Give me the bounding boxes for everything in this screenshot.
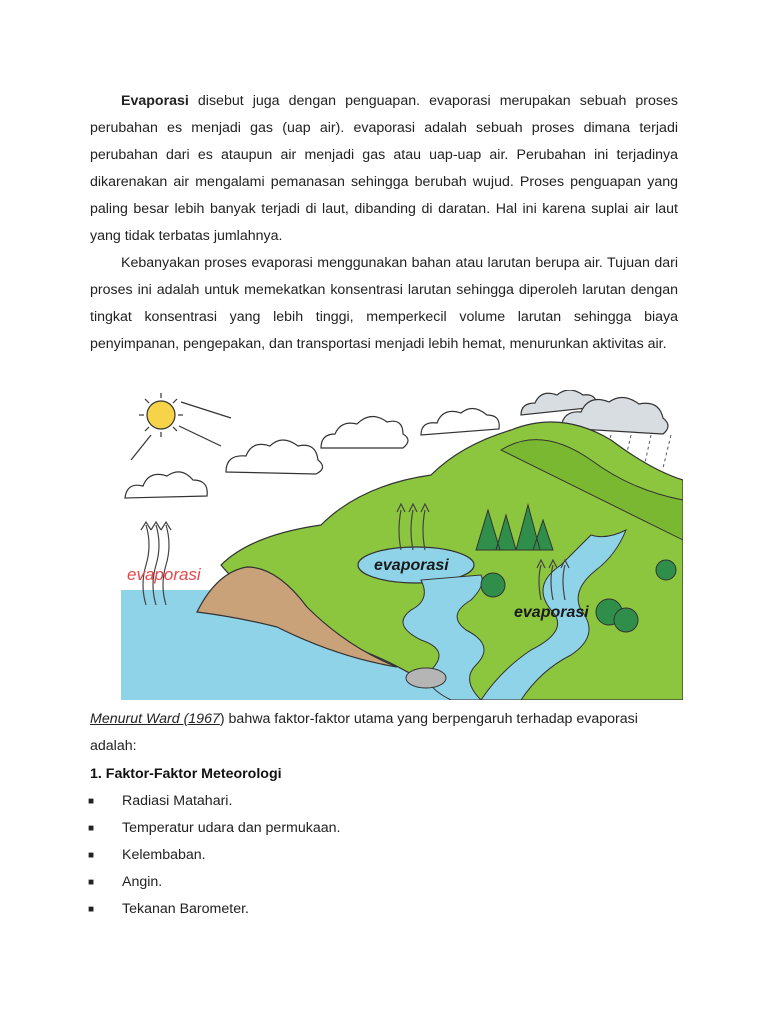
- paragraph-1-text: disebut juga dengan penguapan. evaporasi merupakan sebuah proses perubahan es menjadi gas (uap air). evaporasi adalah sebuah proses dimana terjadi perubahan dari es ataupun air menjadi gas atau uap-uap air. Perubahan ini terjadinya dikarenakan air mengalami pemanasan sehingga berubah wujud. Proses penguapan yang paling besar lebih banyak terjadi di laut, dibanding di daratan. Hal ini karena suplai air laut yang tidak terbatas jumlahnya.: [90, 93, 678, 244]
- label-evaporasi-land: evaporasi: [514, 604, 589, 621]
- label-evaporasi-lake: evaporasi: [374, 557, 449, 574]
- paragraph-evaporasi-definition: [90, 88, 678, 250]
- list-item: ■ Tekanan Barometer.: [88, 896, 340, 923]
- section-heading: 1. Faktor-Faktor Meteorologi: [90, 766, 282, 782]
- paragraph-evaporasi-purpose: Kebanyakan proses evaporasi menggunakan bahan atau larutan berupa air. Tujuan dari proses ini adalah untuk memekatkan konsentrasi larutan sehingga diperoleh larutan dengan tingkat konsentrasi yang lebih tinggi, memperkecil volume larutan sehingga biaya penyimpanan, pengepakan, dan transportasi menjadi lebih hemat, menurunkan aktivitas air.: [90, 255, 678, 352]
- bullet-icon: ■: [88, 850, 95, 861]
- lead-term: Evaporasi: [121, 93, 189, 109]
- bullet-icon: ■: [88, 823, 95, 834]
- citation-paragraph: [90, 706, 682, 760]
- list-item: ■ Angin.: [88, 869, 340, 896]
- bullet-icon: ■: [88, 877, 95, 888]
- bullet-icon: ■: [88, 904, 95, 915]
- label-evaporasi-sea: evaporasi: [127, 565, 201, 584]
- bullet-icon: ■: [88, 796, 95, 807]
- document-body: [90, 88, 678, 358]
- citation-year[interactable]: 1967: [188, 711, 220, 727]
- citation-author[interactable]: Menurut Ward (: [90, 711, 189, 727]
- factor-list: [88, 788, 340, 923]
- citation-close: ): [219, 711, 225, 727]
- water-cycle-illustration: [121, 390, 683, 700]
- list-item: ■ Radiasi Matahari.: [88, 788, 340, 815]
- list-item: ■ Temperatur udara dan permukaan.: [88, 815, 340, 842]
- citation-text: bahwa faktor-faktor utama yang berpengaruh terhadap evaporasi adalah:: [90, 711, 638, 754]
- list-item: ■ Kelembaban.: [88, 842, 340, 869]
